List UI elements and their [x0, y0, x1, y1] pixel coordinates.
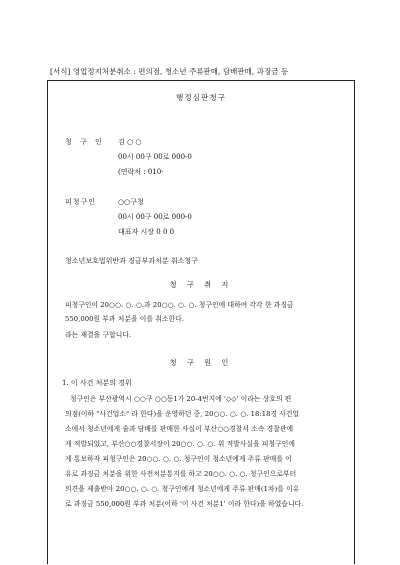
reason-line: 게 적발되었고, 부산○○경찰서장이 20○○. ○. ○. 위 적발사실을 피청구인에 [65, 440, 295, 448]
purpose-line: 라는 재결을 구합니다. [65, 331, 132, 339]
claimant-name: 김 ○ ○ [118, 138, 142, 146]
claimant-phone: (연락처 : 010- [118, 168, 164, 176]
respondent-label: 피청구인 [65, 198, 97, 206]
reason-subheading: 1. 이 사건 처분의 경위 [62, 379, 132, 387]
respondent-representative: 대표자 시장 0 0 0 [118, 228, 175, 236]
document-header: [서식] 영업정지처분취소 : 편의점, 청소년 주류판매, 담배판매, 과징금 등 [50, 67, 289, 76]
document-title: 행정심판청구 [175, 93, 226, 102]
reason-line: 유로 과징금 처분을 위한 사전처분통지를 하고 20○○. ○. ○. 청구인으로부터 [65, 470, 297, 478]
purpose-line: 피청구인이 20○○. ○. ○.과 20○○. ○. ○. 청구인에 대하여 각각 한 과징금 [65, 301, 294, 309]
document-frame [47, 80, 355, 564]
respondent-name: ○○구청 [118, 198, 144, 206]
reason-line: 의견을 제출받아 20○○. ○. ○. 청구인에게 청소년에게 주류 판매(1차)를 이유 [65, 485, 300, 493]
reason-heading: 청 구 원 인 [169, 358, 233, 367]
claimant-address: 00시 00구 00로 000-0 [118, 153, 192, 161]
claimant-label: 청 구 인 [65, 138, 105, 146]
reason-line: 청구인은 부산광역시 ○○구 ○○동1가 20-4번지에 '◇◇' 이라는 상호의 편 [70, 395, 292, 403]
reason-line: 소에서 청소년에게 술과 담배를 판매한 사실이 부산○○경찰서 소속 경찰관에 [65, 425, 294, 433]
reason-line: 로 과징금 550,000원 부과 처분(이하 '이 사건 처분1' 이라 한다)을 하였습니다. [65, 500, 304, 508]
purpose-line: 550,000원 부과 처분을 이를 취소한다. [65, 315, 184, 323]
reason-line: 게 통보하자 피청구인은 20○○. ○. ○. 청구인이 청소년에게 주류 판매를 이 [65, 455, 292, 463]
respondent-address: 00시 00구 00로 000-0 [118, 213, 192, 221]
purpose-heading: 청 구 취 지 [169, 280, 233, 289]
reason-line: 의점(이하 "사건업소" 라 한다)을 운영하던 중, 20○○. ○. ○. 18:18경 사건업 [65, 410, 300, 418]
case-title: 청소년보호법위반과 징금부과처분 취소청구 [65, 257, 198, 265]
